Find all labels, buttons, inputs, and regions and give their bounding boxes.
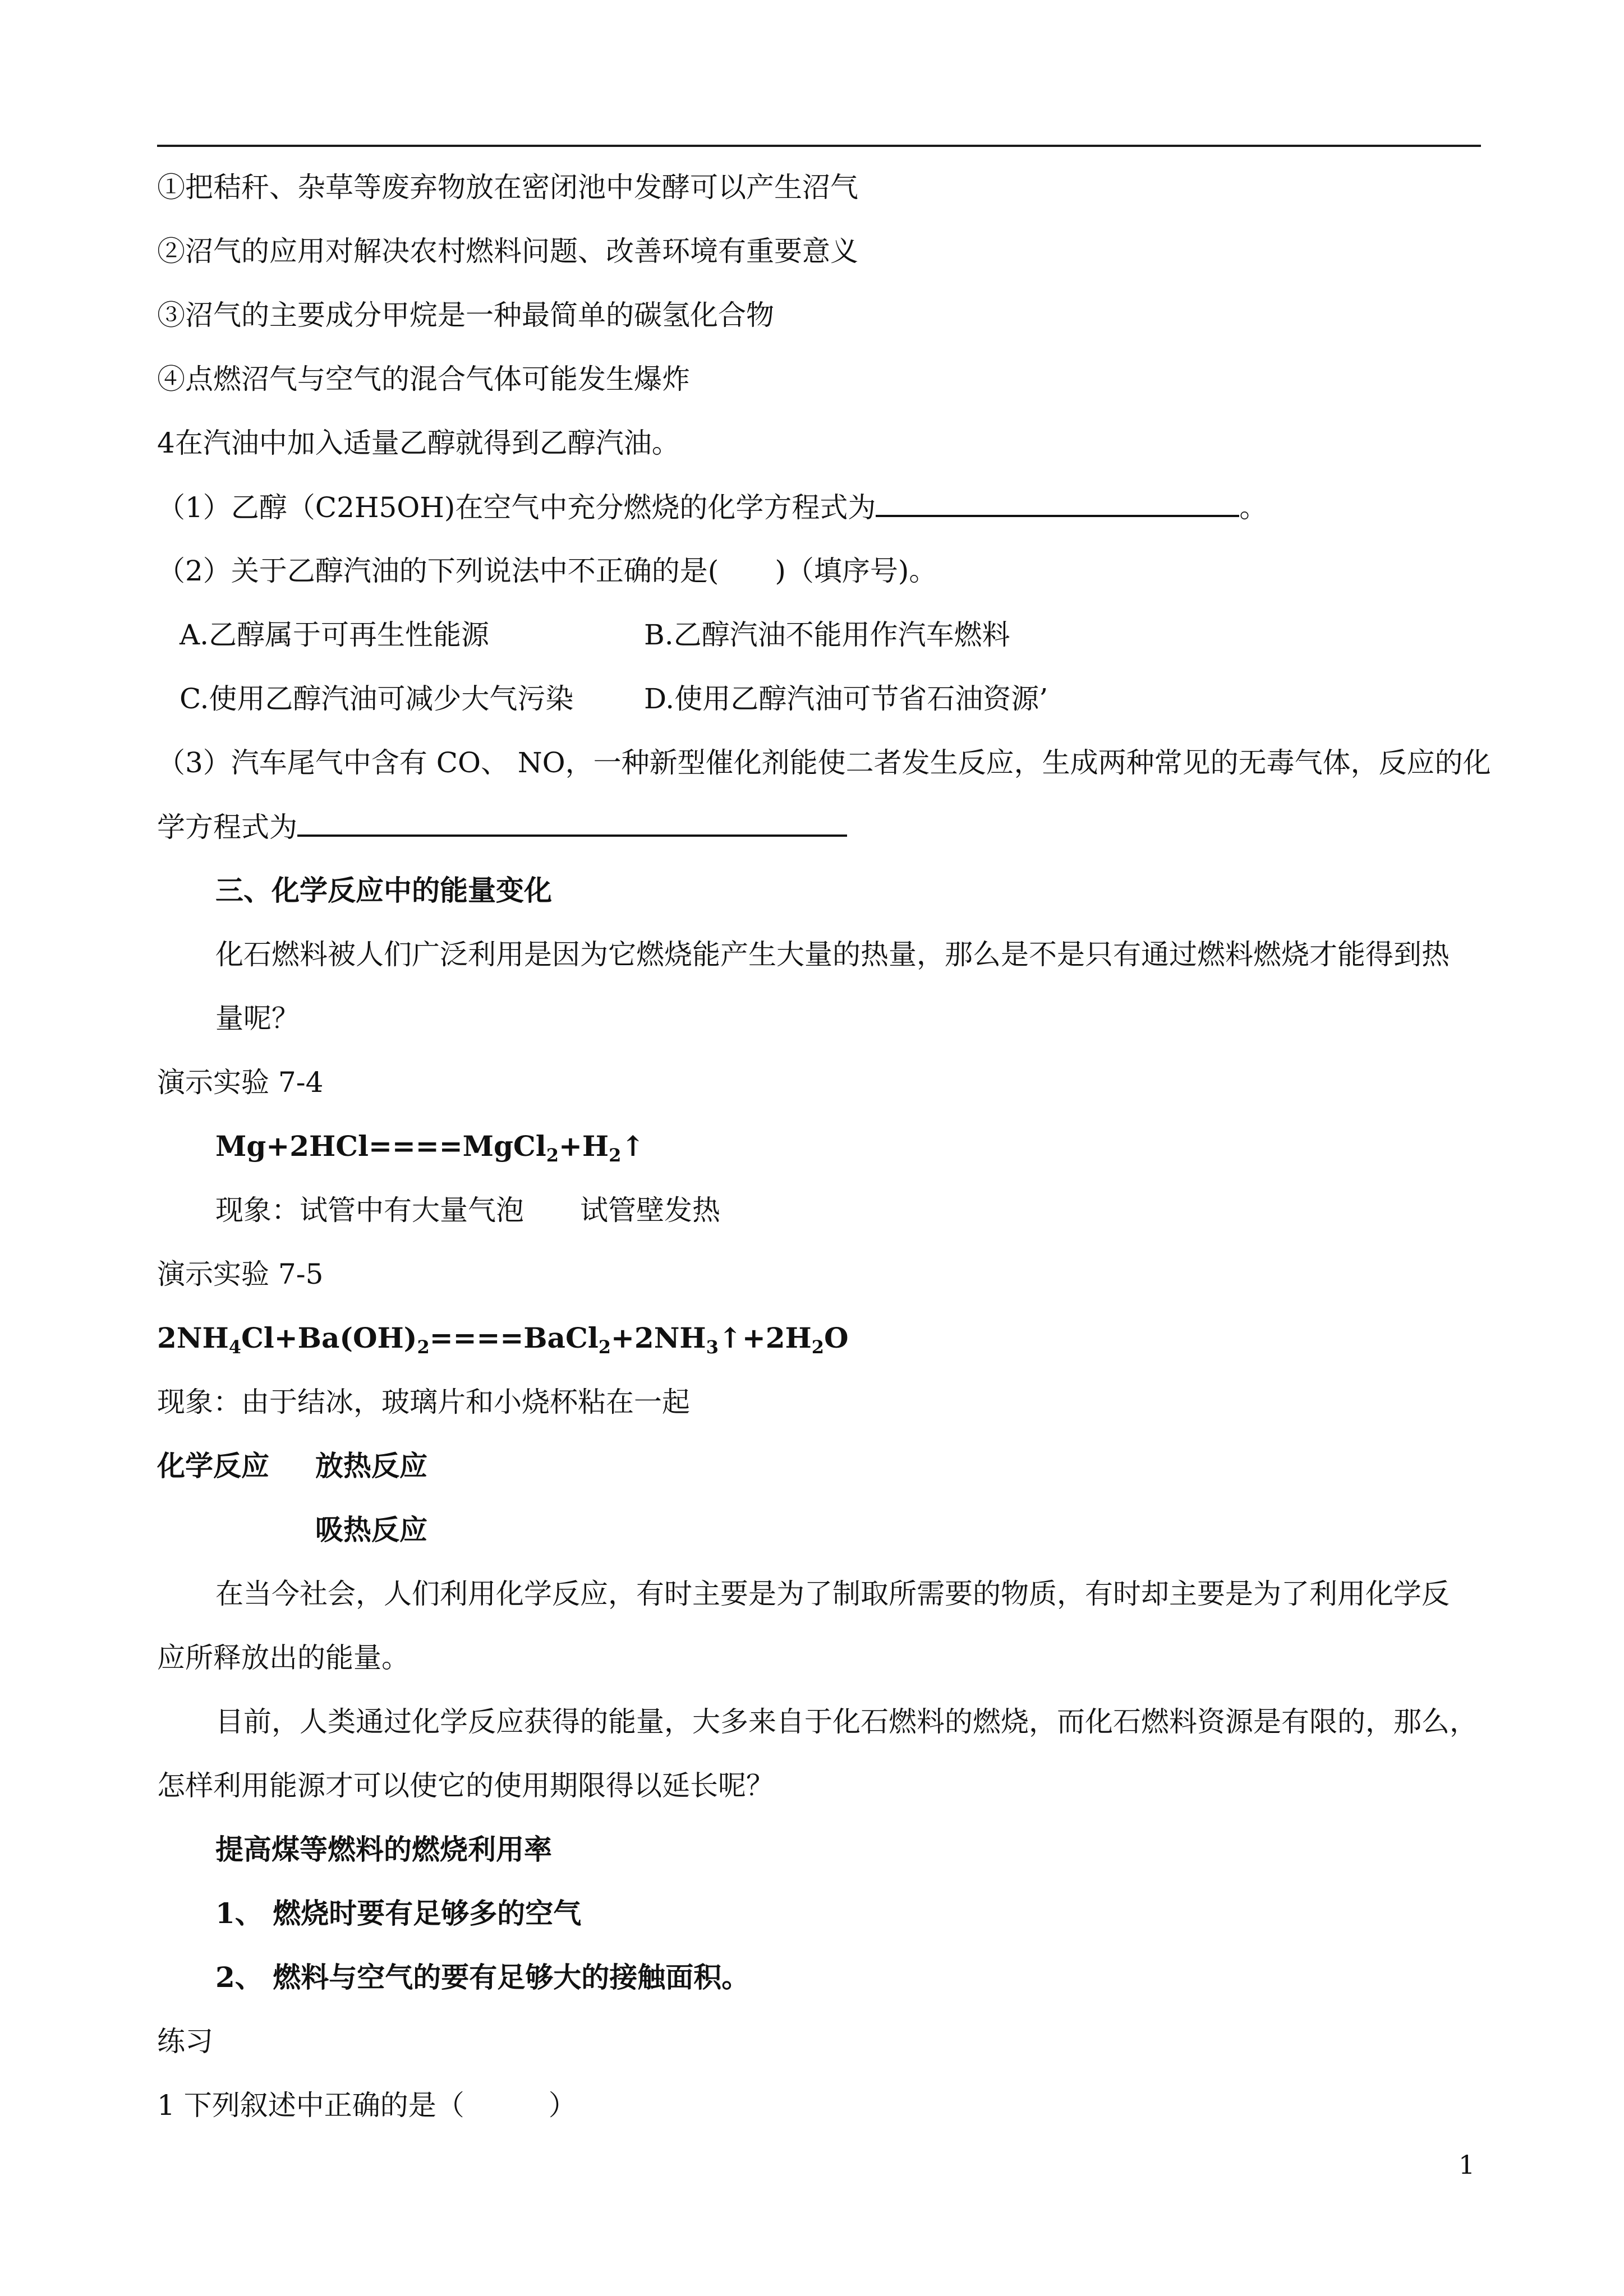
option-d: D.使用乙醇汽油可节省石油资源’ bbox=[644, 683, 1048, 715]
statement-1: ①把秸秆、杂草等废弃物放在密闭池中发酵可以产生沼气 bbox=[157, 171, 858, 204]
option-c: C.使用乙醇汽油可减少大气污染 bbox=[180, 683, 574, 715]
demo-7-5-title: 演示实验 7-5 bbox=[157, 1258, 324, 1290]
page-number: 1 bbox=[1459, 2150, 1475, 2180]
question-4-part-1 bbox=[157, 490, 1267, 524]
improve-item-1: 1、 燃烧时要有足够多的空气 bbox=[215, 1897, 582, 1930]
reaction-label: 化学反应 bbox=[157, 1449, 269, 1482]
header-rule bbox=[157, 145, 1481, 147]
exothermic-label: 放热反应 bbox=[315, 1449, 427, 1482]
improve-item-2: 2、 燃料与空气的要有足够大的接触面积。 bbox=[215, 1961, 750, 1994]
option-b: B.乙醇汽油不能用作汽车燃料 bbox=[644, 619, 1010, 651]
statement-4: ④点燃沼气与空气的混合气体可能发生爆炸 bbox=[157, 363, 690, 395]
improve-title: 提高煤等燃料的燃烧利用率 bbox=[215, 1833, 552, 1866]
section-3-heading: 三、化学反应中的能量变化 bbox=[215, 874, 552, 907]
practice-title: 练习 bbox=[157, 2025, 213, 2058]
question-4-stem: 4在汽油中加入适量乙醇就得到乙醇汽油。 bbox=[157, 427, 680, 459]
paragraph-1-line-1: 在当今社会，人们利用化学反应，有时主要是为了制取所需要的物质，有时却主要是为了利用化学反 bbox=[215, 1578, 1450, 1610]
section-3-intro-line-1: 化石燃料被人们广泛利用是因为它燃烧能产生大量的热量，那么是不是只有通过燃料燃烧才能得到热 bbox=[215, 938, 1450, 971]
part-3-text: 学方程式为 bbox=[157, 811, 297, 843]
section-3-intro-line-2: 量呢？ bbox=[215, 1002, 300, 1035]
demo-7-4-equation: $Mg+2HCl====MgCl_2+H_2↑$ bbox=[215, 1129, 645, 1166]
question-4-part-3-line-1: （3）汽车尾气中含有 CO、 NO，一种新型催化剂能使二者发生反应，生成两种常见的无毒气体，反应的化 bbox=[157, 746, 1491, 779]
answer-blank-1[interactable] bbox=[876, 490, 1239, 517]
paragraph-1-line-2: 应所释放出的能量。 bbox=[157, 1642, 410, 1674]
demo-7-4-phenomenon: 现象：试管中有大量气泡 试管壁发热 bbox=[215, 1194, 720, 1227]
answer-blank-2[interactable] bbox=[297, 810, 847, 837]
endothermic-label: 吸热反应 bbox=[315, 1513, 427, 1546]
paragraph-2-line-1: 目前，人类通过化学反应获得的能量，大多来自于化石燃料的燃烧，而化石燃料资源是有限的，那么， bbox=[215, 1705, 1478, 1738]
demo-7-5-phenomenon: 现象：由于结冰，玻璃片和小烧杯粘在一起 bbox=[157, 1386, 690, 1418]
demo-7-5-equation: $2NH_4Cl+Ba(OH)_2====BaCl_2+2NH_3↑+2H_2O$ bbox=[157, 1321, 849, 1358]
part-1-text: （1）乙醇（C2H5OH)在空气中充分燃烧的化学方程式为 bbox=[157, 491, 876, 524]
practice-question-1: 1 下列叙述中正确的是（ ） bbox=[157, 2089, 577, 2122]
statement-3: ③沼气的主要成分甲烷是一种最简单的碳氢化合物 bbox=[157, 299, 774, 331]
paragraph-2-line-2: 怎样利用能源才可以使它的使用期限得以延长呢？ bbox=[157, 1769, 774, 1802]
question-4-part-2: （2）关于乙醇汽油的下列说法中不正确的是( )（填序号)。 bbox=[157, 555, 937, 587]
option-a: A.乙醇属于可再生性能源 bbox=[180, 619, 490, 651]
part-1-end: 。 bbox=[1239, 491, 1268, 524]
demo-7-4-title: 演示实验 7-4 bbox=[157, 1066, 324, 1099]
statement-2: ②沼气的应用对解决农村燃料问题、改善环境有重要意义 bbox=[157, 235, 858, 268]
question-4-part-3-line-2 bbox=[157, 810, 847, 844]
